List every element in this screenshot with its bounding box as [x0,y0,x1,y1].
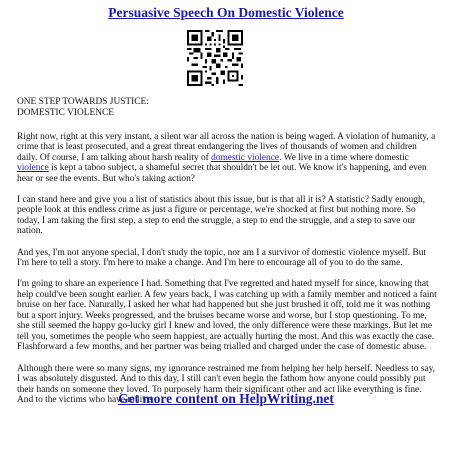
document-title[interactable]: Persuasive Speech On Domestic Violence [108,5,344,20]
heading-line-2: DOMESTIC VIOLENCE [17,108,114,118]
heading-line-1: ONE STEP TOWARDS JUSTICE: [17,97,149,107]
paragraph-1-text-c: is kept a taboo subject, a shameful secret that shouldn't be let out. We know it's happening, and even hear or see the events. But who's taking action? [17,163,427,184]
violence-link[interactable]: violence [17,163,49,174]
paragraph-4: I'm going to share an experience I had. Something that I've regretted and hated myself for since, knowing that help could've been sought earlier. A few years back, I was catching up with a family member and noticed a faint bruise on her face. Naturally, I asked her what had happened but she just brushed it off, told me it was nothing but a sport injury. Weeks progressed, and the bruises became worse and worse, but I stop questioning. To me, she still seemed the happy go-lucky girl I knew and loved, the only difference were these markings. But let me tell you, sometimes the people who seem happiest, are actually hurting the most. And this was exactly the case. Flashforward a few months, and her partner was being trialled and charged under the case of domestic abuse. [17,279,437,353]
paragraph-3: And yes, I'm not anyone special, I don't study the topic, nor am I a survivor of domestic violence myself. But I'm here to tell a story. I'm here to make a change. And I'm here to encourage all of you to do the same. [17,247,427,269]
domestic-violence-link[interactable]: domestic violence [211,152,280,163]
document-heading [17,97,149,119]
paragraph-2: I can stand here and give you a list of statistics about this issue, but is that all it is? A statistic? Sadly enough, people look at this endless crime as just a figure or percentage, we're shocked at first but nothing more. So today, I am taking the first step, a step to end the struggle, a step to end the struggle, and a step to save our nation. [17,194,426,237]
document-body [17,121,439,416]
paragraph-1 [17,132,439,185]
paragraph-1-text-a: Right now, right at this very instant, a silent war all across the nation is being waged. A violation of humanity, a crime that is least prosecuted, and a great threat endangering the lives of thousands of women and children daily. Of course, I am talking about harsh reality of [17,131,436,163]
paragraph-5: Although there were so many signs, my ignorance restrained me from helping her help herself. Needless to say, I was absolutely disgusted. And to this day, I still can't even begin the fathom how anyone could possibly put their hands on someone they loved. To purposely harm their significant other and act like everything is fine. And to the victims who have to live [17,363,436,406]
footer-link[interactable]: Get more content on HelpWriting.net [118,391,334,406]
qr-code-icon [187,30,243,86]
paragraph-1-text-b: . We live in a time where domestic [279,152,409,163]
